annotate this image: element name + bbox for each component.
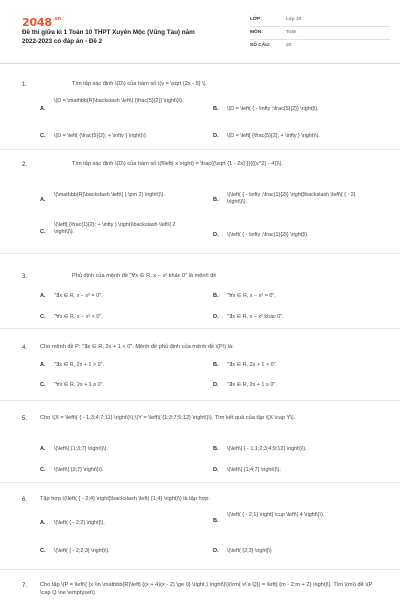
option-text: \(\left\{ {1;4;7} \right\}\). [227,467,281,473]
option-text: "∀x ∈ R, x − x² < 0". [54,314,103,320]
question-item [0,409,400,483]
option-text: \(\left[ {\frac{1}{2}; + \infty } \right)\backslash \left\{ 2 \right\}\). [54,222,176,236]
meta-value: 20 [286,43,292,49]
option-letter: A. [40,293,46,299]
option-text: "∃x ∈ R, x − x² khác 0". [227,314,284,320]
option-letter: A. [40,446,46,452]
option-text: \(\left( { - \infty ;\frac{1}{2}} \right]\backslash \left\{ { - 2} \right\}\). [227,192,356,206]
option-letter: A. [40,197,46,203]
option-text: "∃x ∈ R, 2x + 1 > 0". [54,362,104,368]
option-text: \(\left\{ { - 1;1;2;3;4;9;12} \right\}\). [227,446,307,452]
question-item [0,267,400,329]
option-letter: B. [213,362,219,368]
option-text: \(\left( { - 2;2} \right]\). [54,520,105,526]
option-letter: D. [213,382,219,388]
option-text: "∃x ∈ R, 2x + 1 ≥ 0". [227,382,277,388]
site-logo[interactable]: $2048^{.vn}$ [22,16,61,29]
question-text: Tìm tập xác định \(D\) của hàm số \(y = \sqrt {2x - 5} \). [72,81,208,87]
meta-row-class [250,14,390,27]
meta-label: SỐ CÂU: [250,43,271,49]
option-text: "∃x ∈ R, x − x² = 0". [54,293,103,299]
question-number: 7. [22,583,28,589]
question-item [0,158,400,254]
question-number: 4. [22,345,28,351]
question-number: 1. [22,82,28,88]
option-text: \(\left( {2;3} \right]\) [227,548,272,554]
question-text: Tập hợp \(\left( { - 2;4} \right]\backslash \left( {1;4} \right)\) là tập hợp: [40,496,210,502]
question-number: 6. [22,497,28,503]
document-title: Đề thi giữa kì 1 Toán 10 THPT Xuyên Mộc (Vũng Tàu) năm 2022-2023 có đáp án - Đề 2 [22,29,195,45]
option-letter: D. [213,467,219,473]
option-text: \(\left( { - \infty ;\frac{1}{2}} \right]\). [227,232,309,238]
option-letter: D. [213,548,219,554]
option-letter: D. [213,133,219,139]
option-letter: A. [40,520,46,526]
meta-value: Toán [286,29,297,35]
question-number: 3. [22,274,28,280]
option-text: \(\left\{ {3;7} \right\}\). [54,467,104,473]
option-letter: B. [213,197,219,203]
option-letter: D. [213,232,219,238]
question-text: Cho mệnh đề P: "∃x ∈ R, 2x + 1 < 0". Mệnh đề phủ định của mệnh đề \(P\) là: [40,344,234,350]
option-text: \(D = \left( {\frac{5}{2}; + \infty } \right)\). [54,133,148,139]
option-letter: C. [40,382,46,388]
question-text: Cho \(X = \left\{ { - 1;3;4;7;11} \right\}\);\(Y = \left\{ {1;3;7;5;12} \right\}\). Tìm kết quả của tập \(X \cap Y\). [40,415,296,421]
option-text: \(\left\{ {1;3;7} \right\}\). [54,446,108,452]
document-header [0,0,400,64]
question-item [0,339,400,401]
question-item [0,78,400,150]
question-text: Phủ định của mệnh đề "∀x ∈ R, x − x² khác 0" là mệnh đề [72,273,217,279]
option-letter: C. [40,229,46,235]
document-meta [250,14,390,53]
question-number: 2. [22,162,28,168]
option-letter: D. [213,314,219,320]
option-letter: B. [213,518,219,524]
option-text: "∀x ∈ R, x − x² = 0". [227,293,276,299]
option-letter: C. [40,467,46,473]
option-letter: C. [40,133,46,139]
option-letter: A. [40,106,46,112]
meta-row-count [250,40,390,53]
question-text: Cho tập \(P = \left\{ {x \in \mathbb{R}\left| {(x + 4)(x - 2) \ge 0} \right.} \right\}\)(\rm{ v\'a Q}) = \left( {m - 2;m + 2} \right]\). Tìm \(m\) để \(P \cap Q \ne \emptyset\) [40,582,373,596]
option-text: \(D = \left[ {\frac{5}{2}; + \infty } \right)\). [227,133,320,139]
option-letter: B. [213,106,219,112]
question-item [0,576,400,606]
meta-label: MÔN: [250,29,263,35]
meta-value: Lớp 10 [286,16,302,22]
question-number: 5. [22,416,28,422]
question-text: Tìm tập xác định \(D\) của hàm số \(f\left( x \right) = \frac{{\sqrt {1 - 2x} }}{{{x^2} - 4}}\). [72,161,284,167]
option-text: "∃x ∈ R, 2x + 1 > 0". [227,362,277,368]
option-text: \(D = \left( { - \infty ;\frac{5}{2}} \right]\). [227,106,319,112]
option-text: "∀x ∈ R, 2x + 1 ≥ 0". [54,382,105,388]
meta-row-subject [250,27,390,40]
option-text: \(\left( { - 2;1} \right] \cup \left\{ 4 \right\}\). [227,512,325,518]
option-letter: B. [213,293,219,299]
meta-label: LỚP: [250,16,262,22]
option-text: \(\mathbb{R}\backslash \left\{ { \pm 2} \right\}\). [54,192,165,198]
option-text: \(\left( { - 2;2;3} \right)\). [54,548,110,554]
option-letter: C. [40,314,46,320]
option-letter: A. [40,362,46,368]
option-letter: B. [213,446,219,452]
option-letter: C. [40,548,46,554]
option-text: \(D = \mathbb{R}\backslash \left\{ {\frac{5}{2}} \right\}\). [54,98,184,104]
question-item [0,490,400,570]
